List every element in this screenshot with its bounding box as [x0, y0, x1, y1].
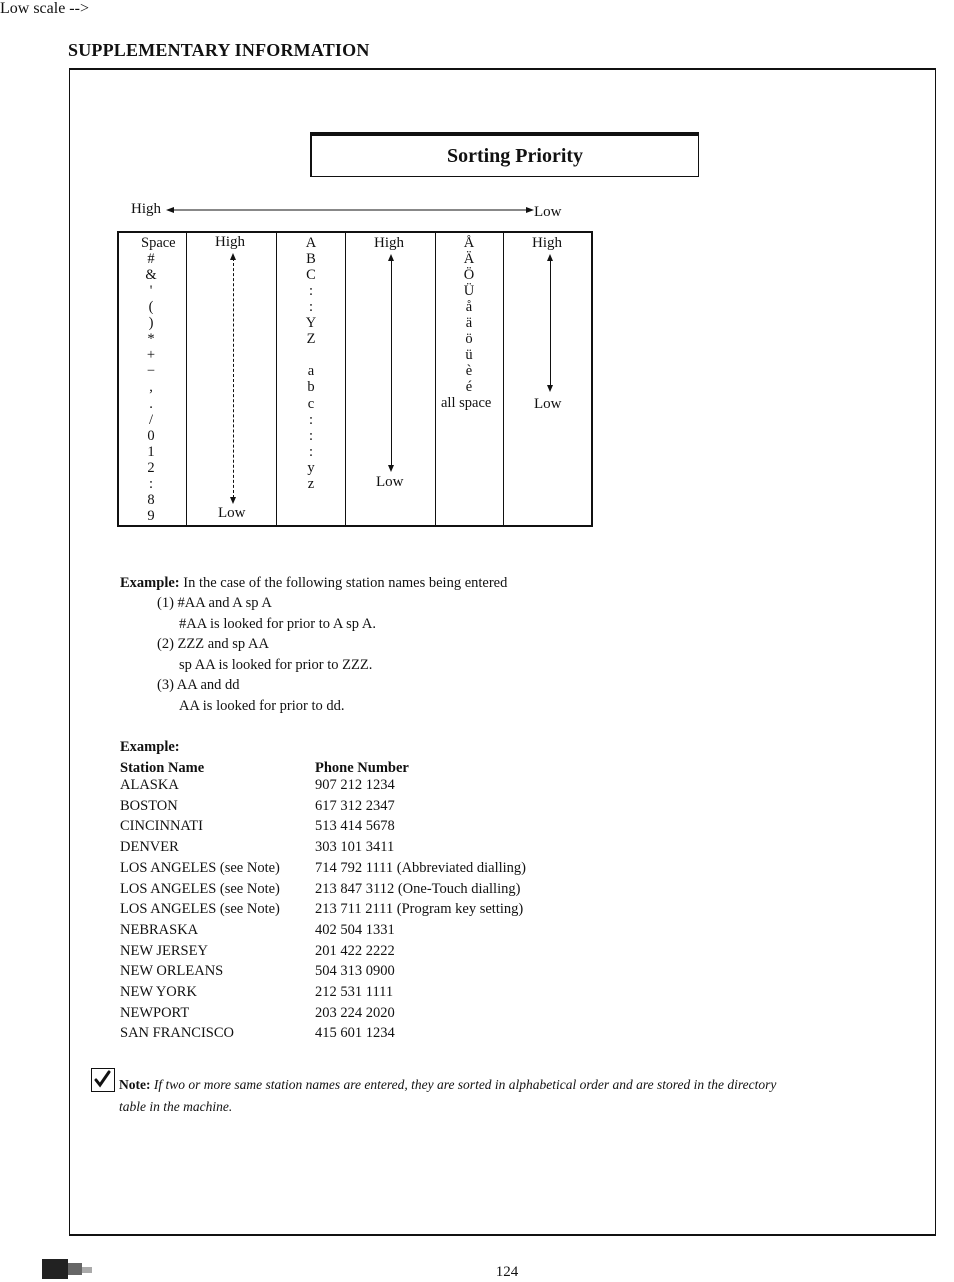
- note-text: If two or more same station names are entered, they are sorted in alphabetical order and are stored in the directory table in the machine.: [119, 1077, 777, 1114]
- station-name: SAN FRANCISCO: [120, 1025, 235, 1042]
- col1-char: ': [149, 283, 153, 300]
- col1-char: −: [146, 363, 156, 380]
- col1-char: 1: [147, 443, 155, 460]
- station-name-header: Station Name: [120, 760, 205, 776]
- col1-char: .: [149, 395, 153, 412]
- phone-number: 213 847 3112 (One-Touch dialling): [315, 880, 521, 897]
- example1-label: Example:: [120, 575, 180, 591]
- station-name: ALASKA: [120, 777, 179, 793]
- arrow-down-icon: [388, 465, 394, 472]
- station-name: LOS ANGELES (see Note): [120, 880, 280, 897]
- col1-char: :: [148, 475, 154, 492]
- col3-char: y: [307, 459, 315, 476]
- col1-char: &: [145, 267, 157, 284]
- col1-char: /: [148, 411, 154, 428]
- col1-char: *: [147, 331, 155, 348]
- col3-char: z: [307, 475, 315, 492]
- example1-line-5: (3) AA and dd: [157, 677, 240, 693]
- col3-char: Z: [306, 331, 316, 348]
- col3-char: :: [308, 411, 314, 428]
- col3-char: :: [308, 443, 314, 460]
- phone-number-header: Phone Number: [315, 760, 409, 776]
- station-name: DENVER: [120, 839, 179, 856]
- all-space-label: all space: [441, 395, 492, 411]
- col2-low: Low: [218, 505, 246, 521]
- col6-high: High: [532, 235, 562, 251]
- col3-char: A: [305, 235, 317, 251]
- station-name: LOS ANGELES (see Note): [120, 901, 280, 918]
- phone-number: 201 422 2222: [315, 942, 395, 959]
- col3-char: :: [308, 283, 314, 300]
- col1-char: ,: [149, 379, 153, 396]
- station-name: LOS ANGELES (see Note): [120, 859, 280, 876]
- col5-char: Å: [463, 235, 475, 251]
- check-icon: [91, 1068, 115, 1092]
- station-name: CINCINNATI: [120, 818, 203, 835]
- arrow-down-icon: [547, 385, 553, 392]
- col1-char: #: [147, 251, 155, 268]
- phone-number: 513 414 5678: [315, 818, 395, 835]
- example1-line-1: (1) #AA and A sp A: [157, 595, 272, 611]
- phone-number: 212 531 1111: [315, 984, 394, 1000]
- example1-text: In the case of the following station names being entered: [183, 575, 508, 591]
- col3-char: :: [308, 299, 314, 316]
- phone-number: 504 313 0900: [315, 963, 395, 980]
- phone-number: 617 312 2347: [315, 797, 395, 814]
- col3-char: B: [306, 251, 316, 268]
- phone-number: 714 792 1111 (Abbreviated dialling): [315, 859, 527, 876]
- col5-char: Ö: [463, 267, 475, 284]
- col3-char: a: [307, 363, 315, 380]
- note: [119, 1074, 779, 1118]
- section-title: SUPPLEMENTARY INFORMATION: [68, 40, 370, 60]
- phone-number: 402 504 1331: [315, 921, 395, 938]
- example1-line-6: AA is looked for prior to dd.: [179, 698, 345, 714]
- col1-char: +: [146, 347, 156, 364]
- example1-line-3: (2) ZZZ and sp AA: [157, 636, 269, 652]
- scale-low-label: Low: [534, 204, 562, 220]
- col5-char: è: [465, 363, 473, 380]
- sorting-title-box: [310, 132, 699, 177]
- scan-artifact: [40, 1255, 100, 1281]
- priority-line: [391, 259, 392, 467]
- station-name: NEW JERSEY: [120, 942, 208, 959]
- col1-char: 8: [147, 491, 155, 508]
- col1-char: 2: [147, 459, 155, 476]
- col3-char: c: [307, 395, 315, 412]
- example1-line-2: #AA is looked for prior to A sp A.: [179, 616, 376, 632]
- scale-high-label: High: [131, 201, 161, 217]
- station-name: NEW YORK: [120, 984, 197, 1000]
- col5-char: ü: [465, 347, 473, 364]
- col4-low: Low: [376, 474, 404, 490]
- col3-char: :: [308, 427, 314, 444]
- sorting-table: [117, 231, 593, 527]
- example2-label: Example:: [120, 739, 180, 755]
- col1-char: ): [148, 315, 154, 332]
- col5-char: Ä: [463, 251, 475, 268]
- example1-line-4: sp AA is looked for prior to ZZZ.: [179, 657, 373, 673]
- col3-char: C: [306, 267, 316, 284]
- priority-line: [550, 259, 551, 387]
- phone-number: 303 101 3411: [315, 839, 395, 856]
- col6-low: Low: [534, 396, 562, 412]
- col3-char: b: [307, 379, 315, 396]
- station-name: NEBRASKA: [120, 921, 199, 938]
- station-name: NEW ORLEANS: [120, 963, 224, 980]
- station-name: BOSTON: [120, 797, 178, 814]
- col3-char: Y: [305, 315, 317, 332]
- col5-char: å: [465, 299, 473, 316]
- col1-char: (: [148, 299, 154, 316]
- col5-char: ä: [465, 315, 473, 332]
- phone-number: 213 711 2111 (Program key setting): [315, 901, 524, 918]
- col5-char: Ü: [463, 283, 475, 300]
- note-label: Note:: [119, 1077, 151, 1092]
- priority-line: [233, 258, 234, 498]
- example1-intro: [120, 573, 507, 593]
- station-name: NEWPORT: [120, 1004, 190, 1021]
- col5-char: ö: [465, 331, 473, 348]
- page-number: 124: [495, 1264, 519, 1280]
- col2-high: High: [215, 234, 245, 250]
- arrow-down-icon: [230, 497, 236, 504]
- phone-number: 907 212 1234: [315, 777, 395, 793]
- col4-high: High: [374, 235, 404, 251]
- phone-number: 415 601 1234: [315, 1025, 395, 1042]
- sorting-title: Sorting Priority: [446, 144, 584, 167]
- col5-char: é: [465, 379, 473, 396]
- phone-number: 203 224 2020: [315, 1004, 395, 1021]
- col1-char: 0: [147, 427, 155, 444]
- col1-char: 9: [147, 507, 155, 524]
- col1-char: Space: [141, 235, 176, 251]
- scale-arrow: [166, 204, 534, 216]
